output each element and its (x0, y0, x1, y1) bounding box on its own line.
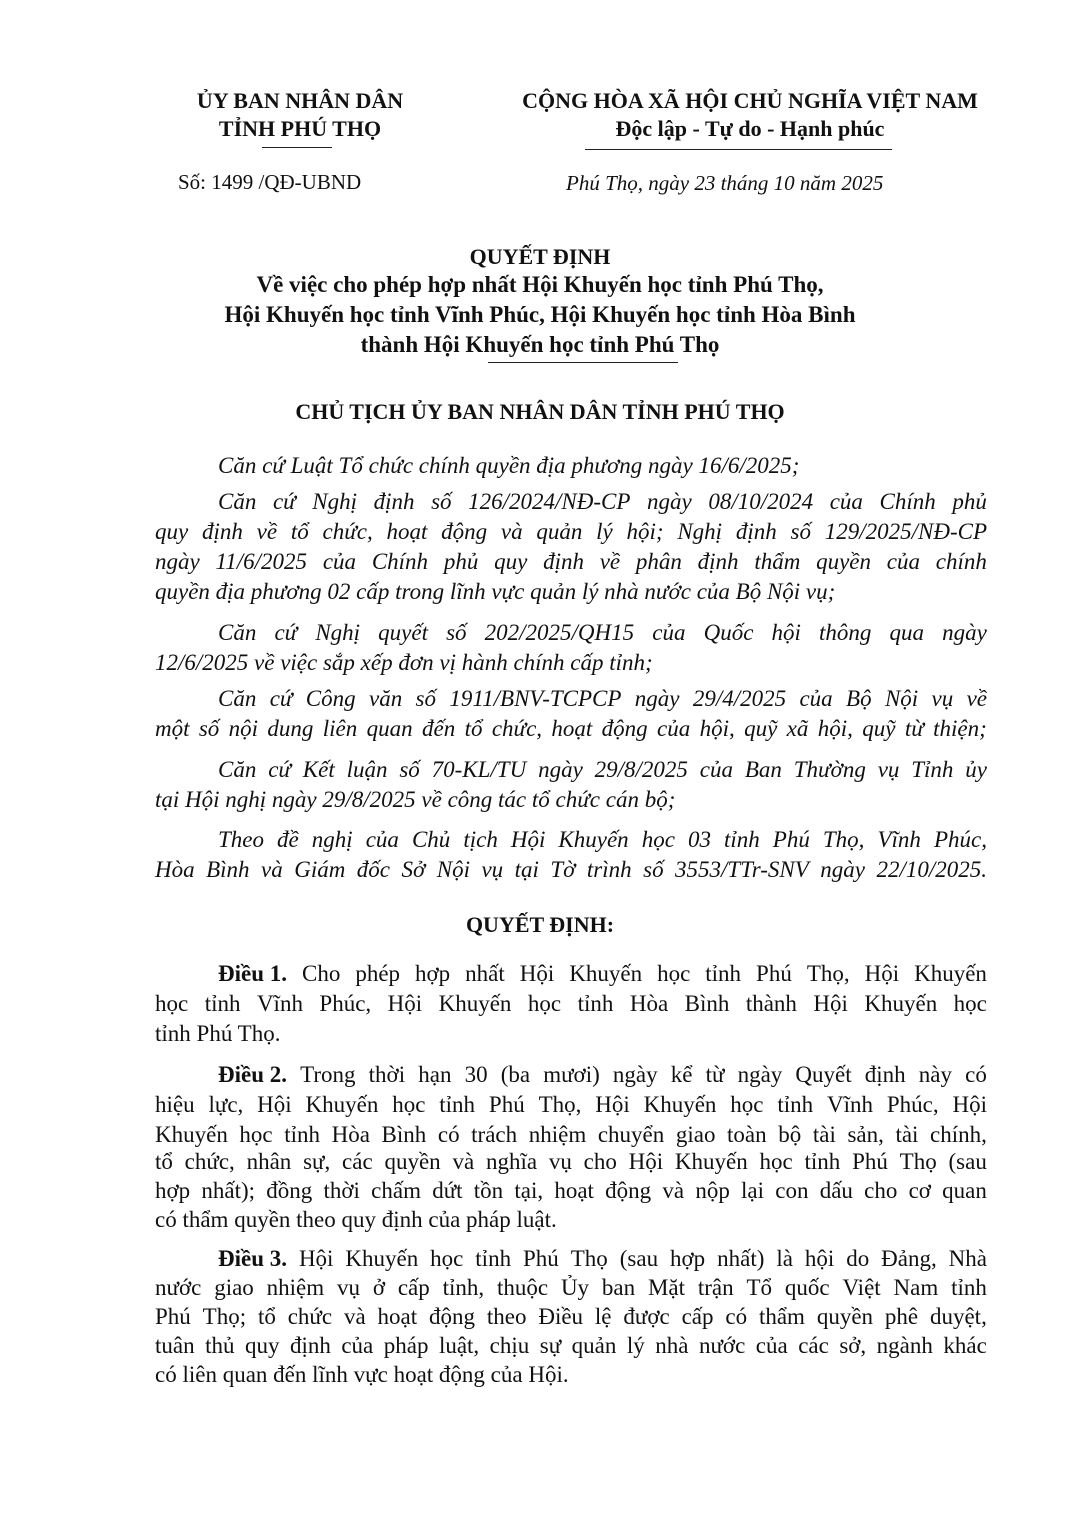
decision-heading: QUYẾT ĐỊNH: (465, 912, 615, 937)
preamble-line: Căn cứ Nghị quyết số 202/2025/QH15 của Quốc hội thông qua ngày (218, 620, 987, 645)
article-3-line: có liên quan đến lĩnh vực hoạt động của Hội. (155, 1362, 569, 1387)
title-rule (488, 362, 678, 363)
subject-line-3: thành Hội Khuyến học tỉnh Phú Thọ (360, 332, 720, 357)
article-2-line: có thẩm quyền theo quy định của pháp luật. (155, 1207, 557, 1232)
article-2-line: Điều 2. Trong thời hạn 30 (ba mươi) ngày kể từ ngày Quyết định này có (218, 1062, 987, 1087)
preamble-line: quyền địa phương 02 cấp trong lĩnh vực quản lý nhà nước của Bộ Nội vụ; (155, 579, 836, 604)
article-3-line: nước giao nhiệm vụ ở cấp tỉnh, thuộc Ủy ban Mặt trận Tổ quốc Việt Nam tỉnh (155, 1275, 987, 1300)
article-2-line: Khuyến học tỉnh Hòa Bình có trách nhiệm chuyển giao toàn bộ tài sản, tài chính, (155, 1122, 987, 1147)
province-name: TỈNH PHÚ THỌ (218, 116, 382, 141)
preamble-line: Theo đề nghị của Chủ tịch Hội Khuyến học 03 tỉnh Phú Thọ, Vĩnh Phúc, (218, 827, 987, 852)
issuing-authority: CHỦ TỊCH ỦY BAN NHÂN DÂN TỈNH PHÚ THỌ (295, 399, 785, 424)
article-1-line: học tỉnh Vĩnh Phúc, Hội Khuyến học tỉnh Hòa Bình thành Hội Khuyến học (155, 991, 987, 1016)
article-3-line: tuân thủ quy định của pháp luật, chịu sự quản lý nhà nước của các sở, ngành khác (155, 1333, 987, 1358)
preamble-line: Căn cứ Công văn số 1911/BNV-TCPCP ngày 29/4/2025 của Bộ Nội vụ về (218, 686, 987, 711)
subject-line-2: Hội Khuyến học tỉnh Vĩnh Phúc, Hội Khuyến học tỉnh Hòa Bình (224, 302, 856, 327)
article-1-line: Điều 1. Cho phép hợp nhất Hội Khuyến học tỉnh Phú Thọ, Hội Khuyến (218, 961, 987, 986)
article-3-label: Điều 3. (218, 1246, 287, 1271)
document-type: QUYẾT ĐỊNH (469, 244, 611, 269)
preamble-line: tại Hội nghị ngày 29/8/2025 về công tác tổ chức cán bộ; (155, 787, 676, 812)
document-number: Số: 1499 /QĐ-UBND (178, 170, 362, 194)
article-2-line: tổ chức, nhân sự, các quyền và nghĩa vụ cho Hội Khuyến học tỉnh Phú Thọ (sau (155, 1149, 987, 1174)
preamble-line: một số nội dung liên quan đến tổ chức, hoạt động của hội, quỹ xã hội, quỹ từ thiện; (155, 716, 987, 741)
article-3-line: Phú Thọ; tổ chức và hoạt động theo Điều lệ được cấp có thẩm quyền phê duyệt, (155, 1304, 987, 1329)
agency-name: ỦY BAN NHÂN DÂN (196, 88, 404, 113)
article-3-line: Điều 3. Hội Khuyến học tỉnh Phú Thọ (sau hợp nhất) là hội do Đảng, Nhà (218, 1246, 987, 1271)
article-2-line: hiệu lực, Hội Khuyến học tỉnh Phú Thọ, Hội Khuyến học tỉnh Vĩnh Phúc, Hội (155, 1092, 987, 1117)
preamble-line: 12/6/2025 về việc sắp xếp đơn vị hành chính cấp tỉnh; (155, 650, 653, 675)
article-2-label: Điều 2. (218, 1062, 287, 1087)
preamble-line: ngày 11/6/2025 của Chính phủ quy định về phân định thẩm quyền của chính (155, 549, 987, 574)
left-header-rule (262, 147, 332, 148)
document-date: Phú Thọ, ngày 23 tháng 10 năm 2025 (566, 171, 884, 195)
subject-line-1: Về việc cho phép hợp nhất Hội Khuyến học tỉnh Phú Thọ, (256, 272, 824, 297)
national-motto: Độc lập - Tự do - Hạnh phúc (615, 116, 885, 141)
right-header-rule (585, 149, 892, 150)
preamble-line: Căn cứ Kết luận số 70-KL/TU ngày 29/8/2025 của Ban Thường vụ Tỉnh ủy (218, 757, 987, 782)
article-1-line: tỉnh Phú Thọ. (155, 1021, 281, 1046)
preamble-line: Hòa Bình và Giám đốc Sở Nội vụ tại Tờ trình số 3553/TTr-SNV ngày 22/10/2025. (155, 857, 987, 882)
article-1-label: Điều 1. (218, 961, 287, 986)
national-title: CỘNG HÒA XÃ HỘI CHỦ NGHĨA VIỆT NAM (522, 88, 978, 113)
preamble-line: quy định về tổ chức, hoạt động và quản lý hội; Nghị định số 129/2025/NĐ-CP (155, 519, 987, 544)
article-2-line: hợp nhất); đồng thời chấm dứt tồn tại, hoạt động và nộp lại con dấu cho cơ quan (155, 1178, 987, 1203)
preamble-line: Căn cứ Luật Tổ chức chính quyền địa phương ngày 16/6/2025; (218, 453, 800, 478)
preamble-line: Căn cứ Nghị định số 126/2024/NĐ-CP ngày 08/10/2024 của Chính phủ (218, 489, 987, 514)
